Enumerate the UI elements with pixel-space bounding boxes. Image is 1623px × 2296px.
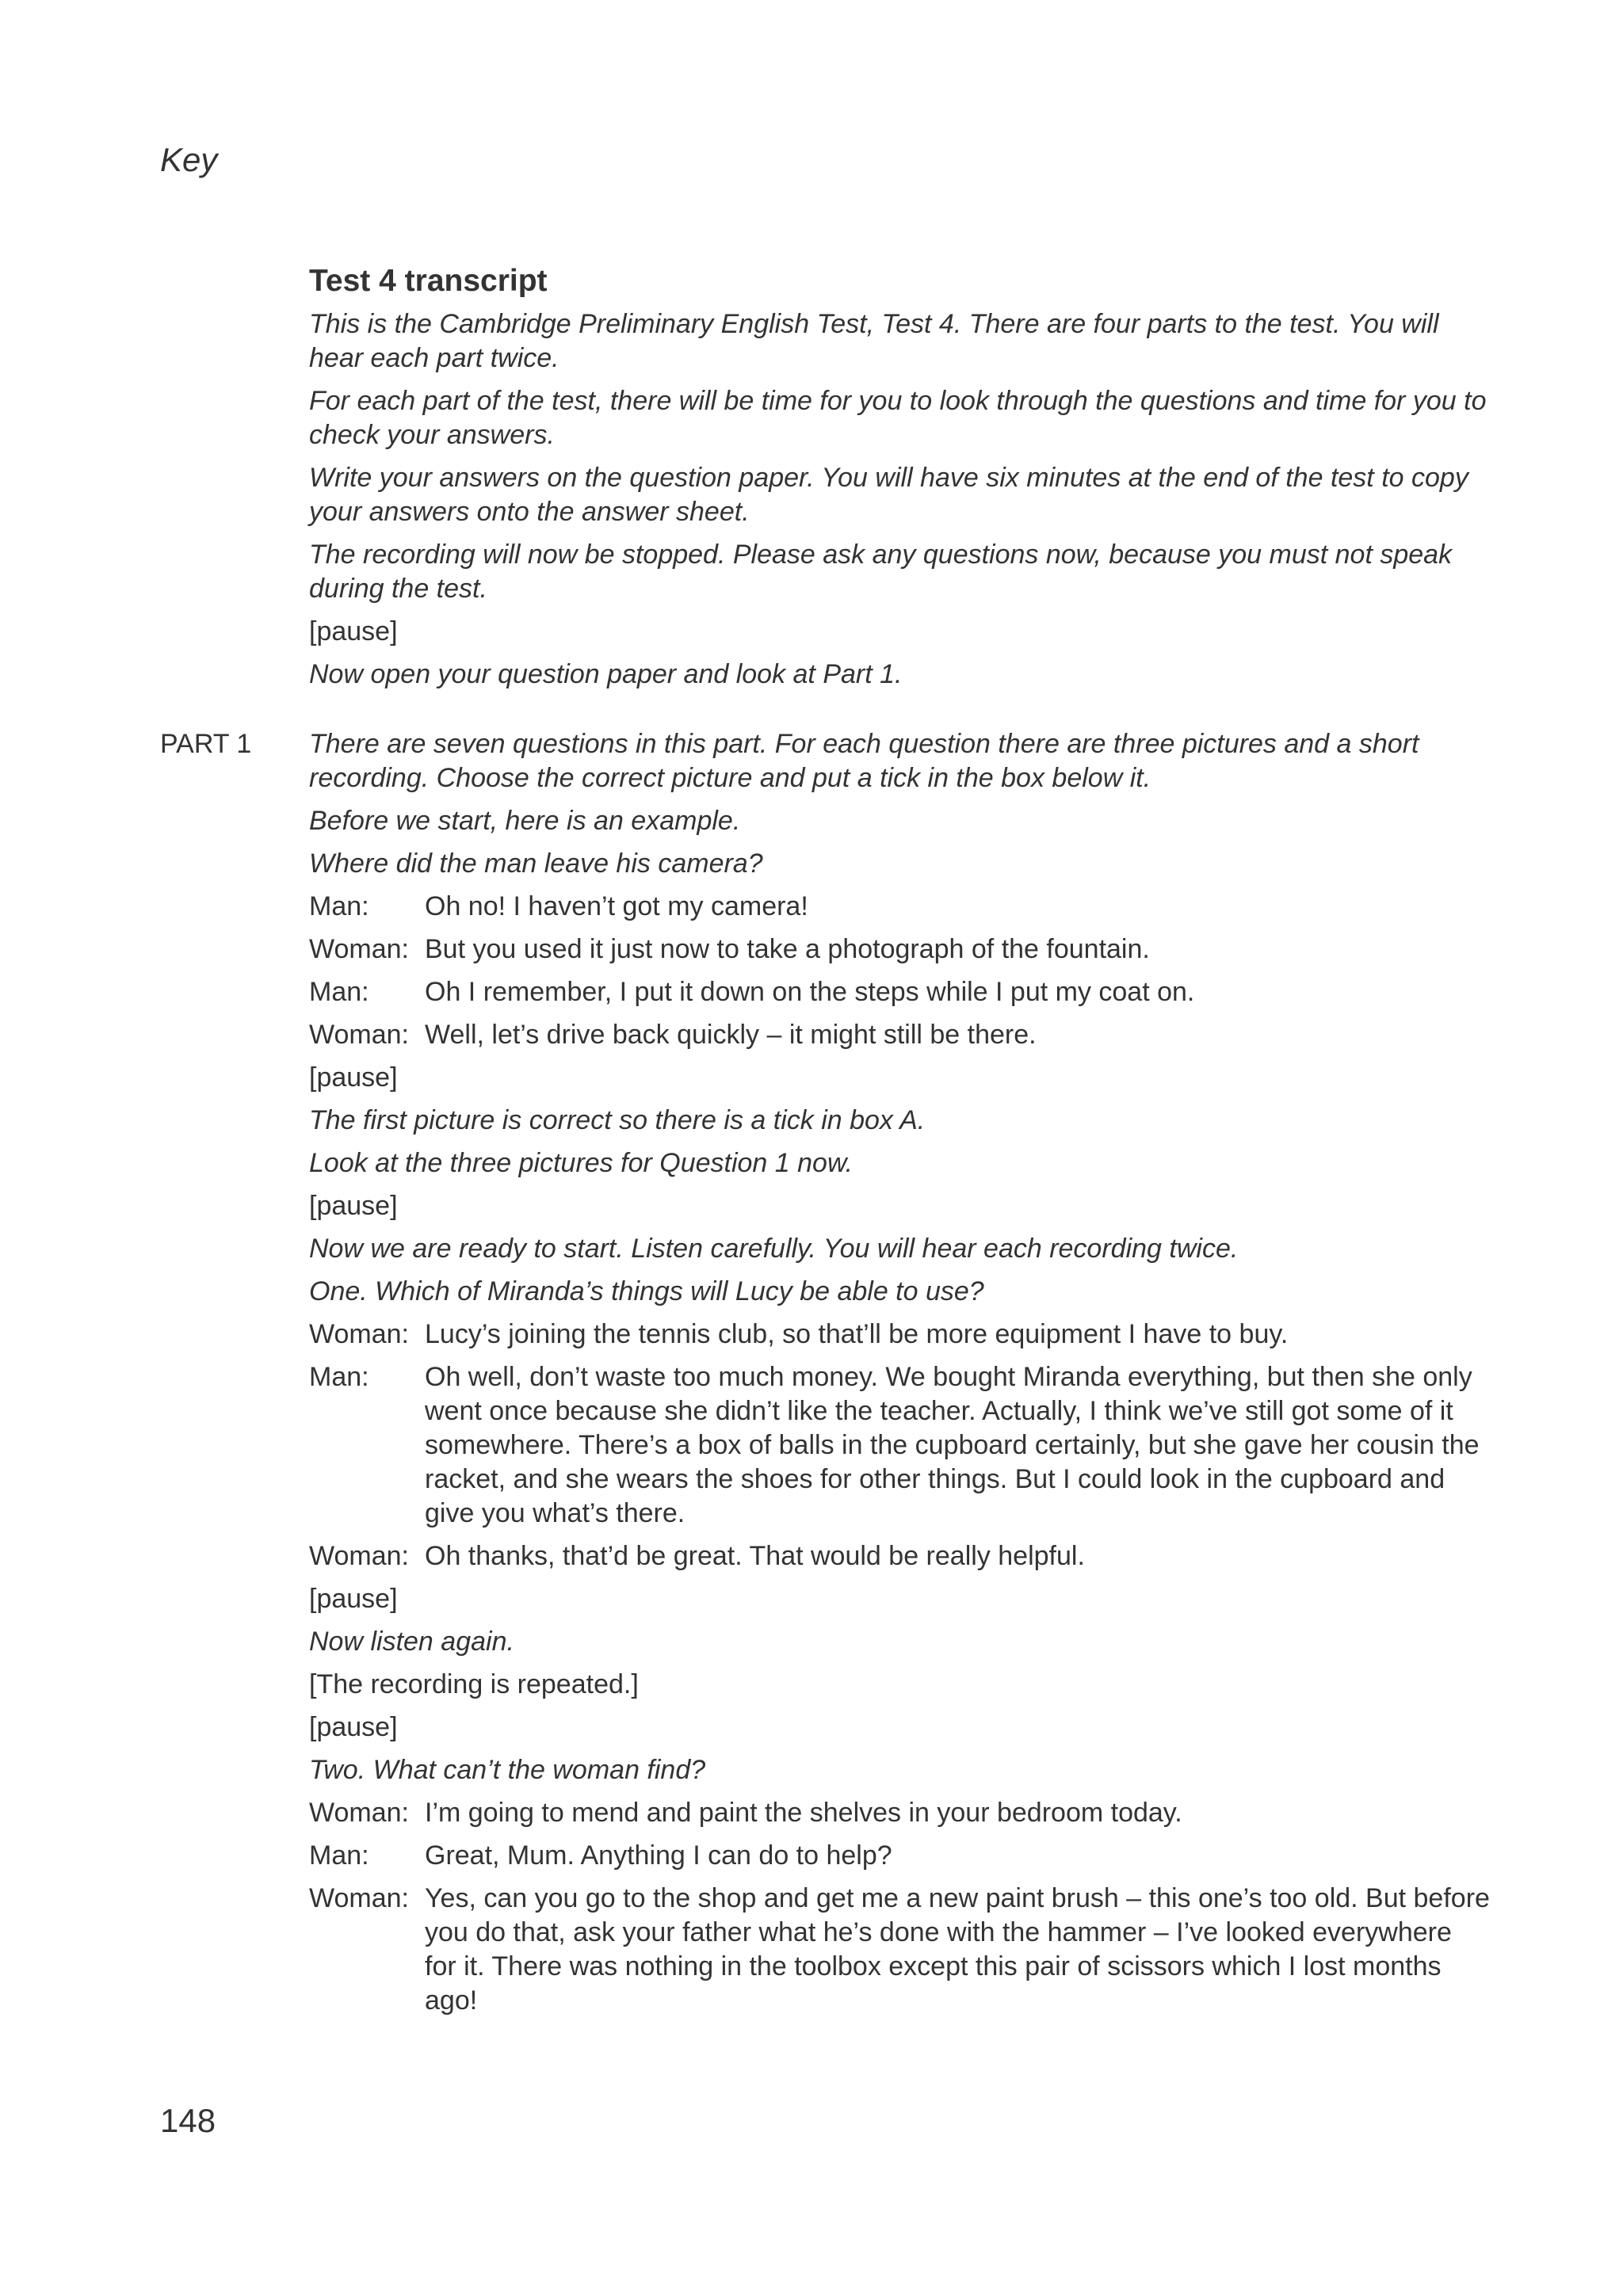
instruction-paragraph: The recording will now be stopped. Please ask any questions now, because you must not speak during the test. [309,540,1453,604]
stage-direction: [pause] [309,1712,398,1742]
dialogue-text: Yes, can you go to the shop and get me a new paint brush – this one’s too old. But before you do that, ask your father what he’s done with the hammer – I’ve looked everywhere for it. There was nothing in the toolbox except this pair of scissors which I lost months ago! [425,1883,1490,2016]
speaker-label: Man: [309,1362,369,1392]
stage-direction: [pause] [309,1584,398,1614]
speaker-label: Woman: [309,1883,409,1913]
transcript-body [160,262,1490,2027]
dialogue-text: I’m going to mend and paint the shelves in your bedroom today. [425,1798,1182,1828]
speaker-label: Man: [309,891,369,921]
dialogue-line [309,975,1490,1009]
instruction-paragraph: Where did the man leave his camera? [309,849,763,879]
dialogue-line [309,890,1490,924]
dialogue-text: Oh thanks, that’d be great. That would be really helpful. [425,1541,1085,1571]
dialogue-line [309,1318,1490,1352]
instruction-paragraph: Now listen again. [309,1627,514,1657]
instruction-paragraph: For each part of the test, there will be time for you to look through the questions and time for you to check your answers. [309,386,1487,450]
instruction-paragraph: Before we start, here is an example. [309,806,741,836]
instruction-paragraph: Now we are ready to start. Listen carefully. You will hear each recording twice. [309,1234,1239,1264]
speaker-label: Woman: [309,1319,409,1349]
stage-direction: [pause] [309,616,398,646]
speaker-label: Woman: [309,1020,409,1050]
page-number: 148 [160,2102,216,2139]
instruction-paragraph: The first picture is correct so there is a tick in box A. [309,1105,926,1135]
instruction-paragraph: Two. What can’t the woman find? [309,1755,706,1785]
instruction-paragraph: Write your answers on the question paper. You will have six minutes at the end of the test to copy your answers onto the answer sheet. [309,463,1468,527]
speaker-label: Man: [309,977,369,1007]
instruction-paragraph: Look at the three pictures for Question 1 now. [309,1148,854,1178]
dialogue-text: Oh no! I haven’t got my camera! [425,891,808,921]
dialogue-text: But you used it just now to take a photograph of the fountain. [425,934,1150,964]
stage-direction: [pause] [309,1062,398,1093]
part-1-items [309,727,1490,2018]
dialogue-line [309,1360,1490,1531]
dialogue-line [309,1796,1490,1830]
dialogue-text: Lucy’s joining the tennis club, so that’ll be more equipment I have to buy. [425,1319,1289,1349]
dialogue-text: Well, let’s drive back quickly – it might still be there. [425,1020,1037,1050]
speaker-label: Woman: [309,1798,409,1828]
dialogue-line [309,1018,1490,1052]
stage-direction: [The recording is repeated.] [309,1669,639,1699]
dialogue-text: Oh I remember, I put it down on the steps while I put my coat on. [425,977,1195,1007]
part-label: PART 1 [160,729,252,759]
dialogue-text: Great, Mum. Anything I can do to help? [425,1840,892,1871]
instruction-paragraph: There are seven questions in this part. For each question there are three pictures and a short recording. Choose the correct picture and put a tick in the box below it. [309,729,1419,793]
speaker-label: Woman: [309,1541,409,1571]
instruction-paragraph: This is the Cambridge Preliminary English Test, Test 4. There are four parts to the test. You will hear each part twice. [309,309,1439,373]
intro-section [309,307,1490,692]
transcript-title: Test 4 transcript [309,264,548,298]
dialogue-line [309,1539,1490,1573]
stage-direction: [pause] [309,1191,398,1221]
speaker-label: Man: [309,1840,369,1871]
dialogue-line [309,1882,1490,2018]
instruction-paragraph: Now open your question paper and look at Part 1. [309,659,903,689]
instruction-paragraph: One. Which of Miranda’s things will Lucy be able to use? [309,1276,984,1306]
part-1-section [160,727,1490,2018]
section-header: Key [160,141,218,178]
dialogue-line [309,1839,1490,1873]
dialogue-line [309,933,1490,967]
dialogue-text: Oh well, don’t waste too much money. We bought Miranda everything, but then she only went once because she didn’t like the teacher. Actually, I think we’ve still got some of it somewhere. There’s a box of balls in the cupboard certainly, but she gave her cousin the racket, and she wears the shoes for other things. But I could look in the cupboard and give you what’s there. [425,1362,1480,1528]
speaker-label: Woman: [309,934,409,964]
